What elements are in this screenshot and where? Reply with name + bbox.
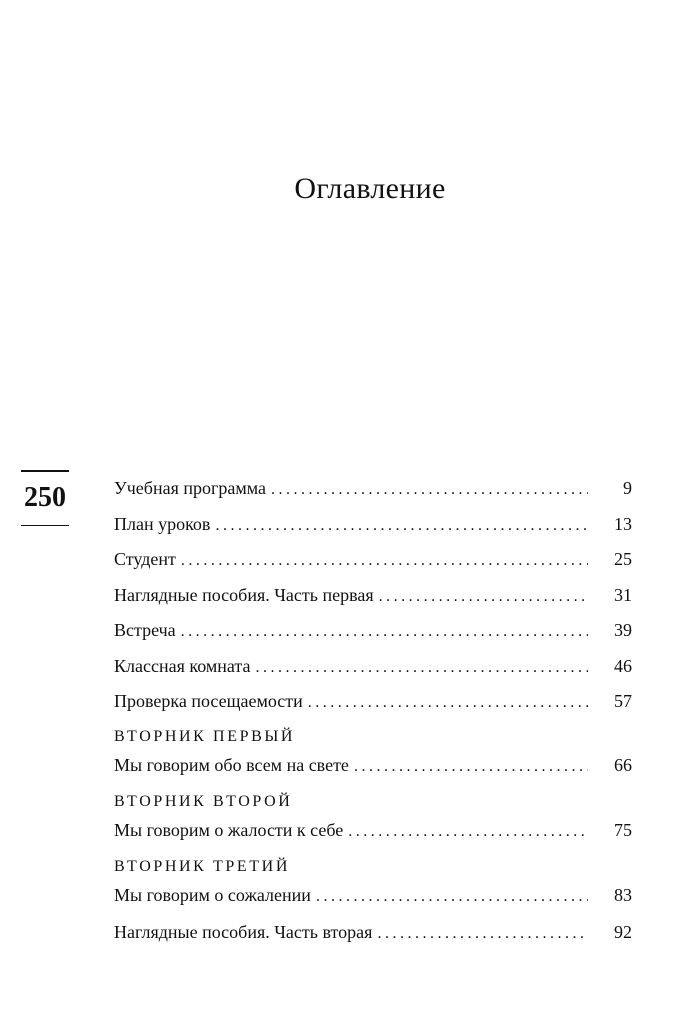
toc-section-heading: ВТОРНИК ВТОРОЙ (114, 792, 293, 810)
dot-leader (379, 582, 588, 612)
dot-leader (215, 511, 588, 541)
dot-leader (348, 817, 588, 847)
toc-entry[interactable] (114, 686, 632, 722)
toc-entry-title: Встреча (114, 620, 176, 640)
toc-entry-title: Мы говорим о сожалении (114, 884, 311, 905)
dot-leader (308, 688, 588, 718)
toc-entry[interactable] (114, 580, 632, 616)
dot-leader (316, 882, 588, 912)
toc-section-heading: ВТОРНИК ТРЕТИЙ (114, 857, 290, 875)
toc-entry[interactable] (114, 615, 632, 651)
toc-entry-page: 46 (614, 655, 632, 676)
toc-entry-page: 57 (614, 691, 632, 711)
toc-entry-page: 25 (614, 549, 632, 569)
dot-leader (181, 546, 588, 576)
toc-entry-page: 13 (614, 513, 632, 534)
folio-rule-bottom (21, 525, 69, 527)
toc-entry[interactable] (114, 917, 632, 953)
toc-entry-page: 9 (623, 478, 632, 498)
dot-leader (271, 475, 588, 505)
toc-entry-title: Мы говорим о жалости к себе (114, 819, 344, 840)
toc-entry[interactable] (114, 509, 632, 545)
toc-entry-page: 75 (614, 819, 632, 840)
toc-entry-title: Проверка посещаемости (114, 691, 303, 711)
dot-leader (377, 919, 588, 949)
toc-entry[interactable] (114, 815, 632, 852)
toc-entry-page: 39 (614, 620, 632, 640)
toc-entry[interactable] (114, 544, 632, 580)
toc-entry-title: Мы говорим обо всем на свете (114, 754, 349, 775)
page-title: Оглавление (294, 172, 446, 205)
toc-entry-page: 92 (614, 921, 632, 942)
toc-entry[interactable] (114, 651, 632, 687)
toc-entry-page: 66 (614, 754, 632, 775)
toc-entry-title: Студент (114, 549, 176, 569)
toc-entry-title: План уроков (114, 513, 211, 534)
toc-entry-title: Наглядные пособия. Часть первая (114, 584, 374, 605)
toc-entry-page: 31 (614, 584, 632, 605)
dot-leader (354, 752, 588, 782)
page-number-block (20, 470, 70, 526)
toc-entry-page: 83 (614, 884, 632, 905)
toc-entry-title: Классная комната (114, 655, 251, 676)
toc-entry-title: Наглядные пособия. Часть вторая (114, 921, 373, 942)
folio-rule-top (21, 470, 69, 472)
dot-leader (181, 617, 588, 647)
dot-leader (255, 653, 588, 683)
toc-entry-title: Учебная программа (114, 478, 266, 498)
toc-entry[interactable] (114, 880, 632, 917)
toc-section-heading: ВТОРНИК ПЕРВЫЙ (114, 727, 296, 745)
toc-entry[interactable] (114, 473, 632, 509)
page-number: 250 (24, 481, 66, 513)
table-of-contents (114, 473, 632, 952)
toc-entry[interactable] (114, 750, 632, 787)
